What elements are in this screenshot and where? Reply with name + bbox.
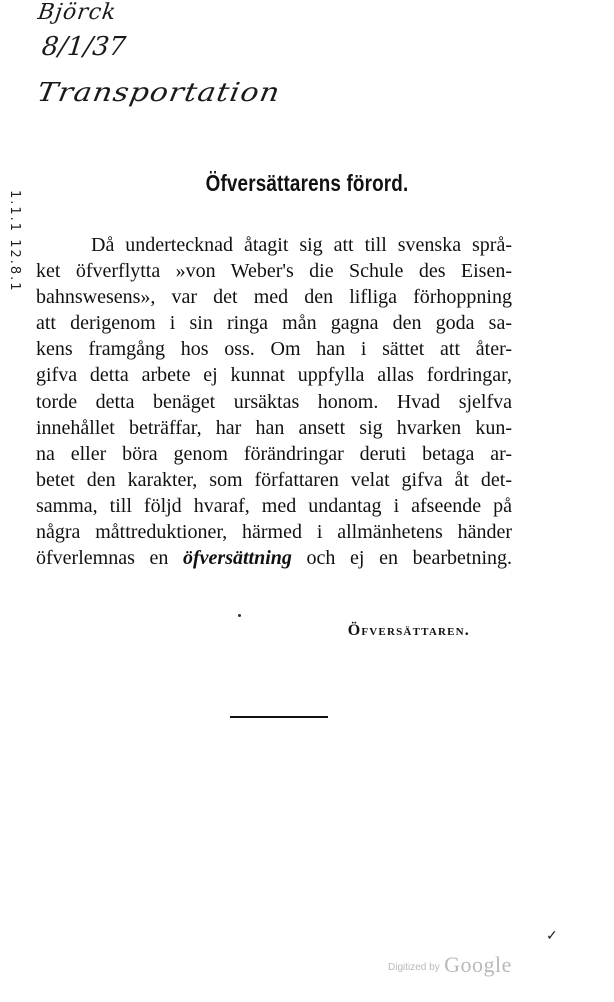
- paragraph-line: kens framgång hos oss. Om han i sättet att åter-: [36, 338, 512, 361]
- paragraph-last-line: [36, 545, 512, 571]
- translator-signature: Öfversättaren.: [347, 622, 470, 639]
- margin-stamp-text: 1.1.1 12.8.1: [7, 190, 22, 293]
- handwritten-topic: Transportation: [34, 78, 283, 108]
- paragraph-line: Då undertecknad åtagit sig att till svenska språ-: [91, 234, 512, 256]
- margin-library-stamp: [6, 190, 28, 310]
- handwritten-name: Björck: [36, 0, 119, 25]
- preface-paragraph: [36, 232, 512, 571]
- paragraph-line: gifva detta arbete ej kunnat uppfylla allas fordringar,: [36, 364, 512, 387]
- paragraph-line: torde detta benäget ursäktas honom. Hvad sjelfva: [36, 390, 512, 413]
- last-line-end: och ej en bearbetning.: [306, 547, 513, 570]
- section-divider-rule: [230, 716, 328, 718]
- watermark-brand-logo: Google: [444, 952, 512, 977]
- handwritten-date: 8/1/37: [40, 32, 128, 62]
- paragraph-line: ket öfverflytta »von Weber's die Schule des Eisen-: [36, 260, 512, 283]
- paragraph-line: några måttreduktioner, härmed i allmänhetens händer: [36, 521, 512, 544]
- watermark-prefix: Digitized by: [388, 962, 440, 973]
- paragraph-line: samma, till följd hvaraf, med undantag i afseende på: [36, 494, 512, 517]
- paragraph-line: att derigenom i sin ringa mån gagna den goda sa-: [36, 312, 512, 335]
- emphasized-word: öfversättning: [183, 547, 292, 570]
- last-line-start: öfverlemnas en: [36, 547, 169, 570]
- paragraph-line: na eller böra genom förändringar deruti betaga ar-: [36, 442, 512, 465]
- corner-pencil-mark: ✓: [546, 929, 558, 944]
- paragraph-line: betet den karakter, som författaren velat gifva åt det-: [36, 468, 512, 491]
- ink-dot: [238, 614, 241, 617]
- paragraph-line: innehållet beträffar, har han ansett sig hvarken kun-: [36, 416, 512, 439]
- paragraph-line: bahnswesens», var det med den lifliga förhoppning: [36, 286, 512, 309]
- page-heading: Öfversättarens förord.: [205, 170, 409, 196]
- digitization-watermark: [388, 952, 512, 978]
